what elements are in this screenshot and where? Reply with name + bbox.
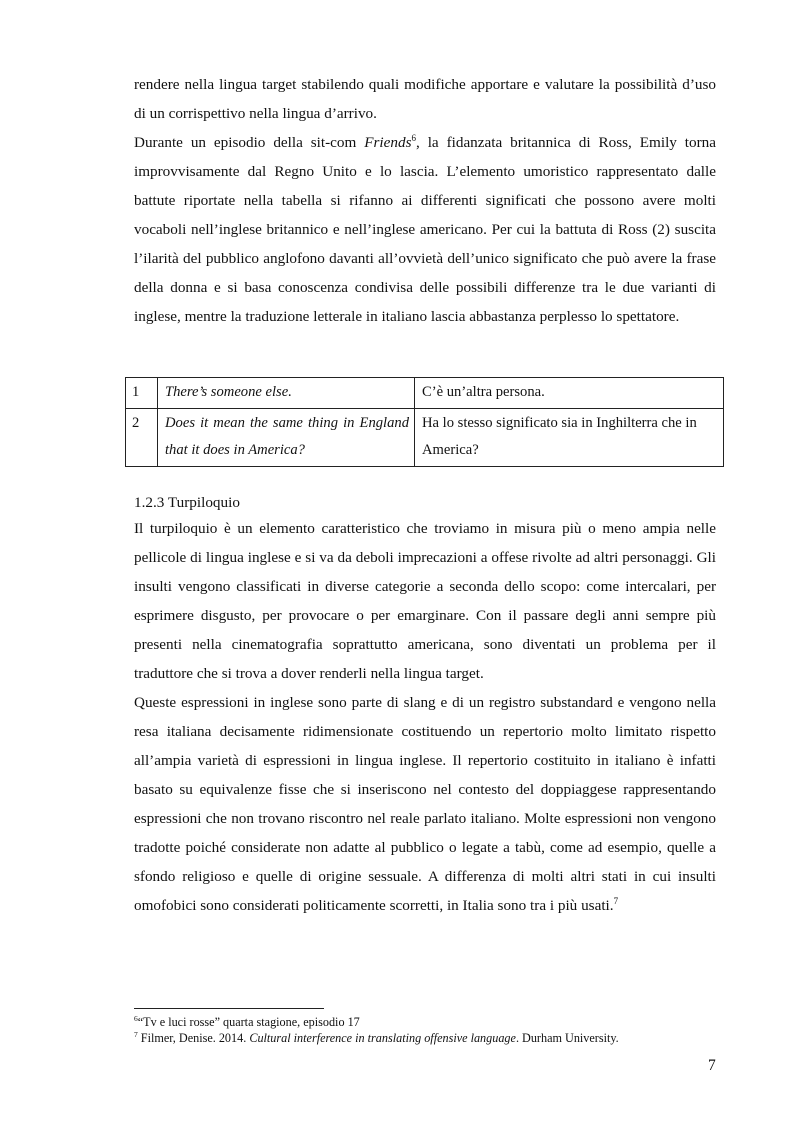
footnote-text-post: . Durham University. (515, 1031, 619, 1045)
table-cell-number: 2 (126, 409, 158, 467)
dialogue-table (125, 377, 724, 467)
table-cell-english (158, 409, 415, 467)
table-cell-english (158, 378, 415, 409)
english-line: There’s someone else. (165, 384, 292, 400)
table-cell-italian: Ha lo stesso significato sia in Inghilterra che in America? (415, 409, 724, 467)
paragraph-friends (134, 128, 716, 331)
footnote-ref-7: 7 (613, 895, 619, 906)
body-text-top (134, 70, 716, 331)
page-number: 7 (708, 1057, 716, 1074)
paragraph-friends-pre: Durante un episodio della sit-com (134, 134, 365, 151)
table-row (126, 409, 724, 467)
title-friends: Friends (364, 134, 412, 151)
footnote-number: 6 (134, 1013, 138, 1023)
footnote-divider (134, 1008, 324, 1009)
footnote-6 (134, 1015, 360, 1030)
table-cell-italian: C’è un’altra persona. (415, 378, 724, 409)
footnote-ref-6: 6 (411, 132, 416, 143)
paragraph-friends-post: , la fidanzata britannica di Ross, Emily torna improvvisamente dal Regno Unito e lo lascia. L’elemento umoristico rappresentato dalle battute riportate nella tabella si rifanno ai differenti significati che possono avere molti vocaboli nell’inglese britannico e nell’inglese americano. Per cui la battuta di Ross (2) suscita l’ilarità del pubblico anglofono davanti all’ovvietà dell’unico significato che può avere la frase della donna e si basa conoscenza condivisa delle possibili differenze tra le due varianti di inglese, mentre la traduzione letterale in italiano lascia abbastanza perplesso lo spettatore. (134, 134, 717, 325)
section-heading: 1.2.3 Turpiloquio (134, 494, 240, 511)
footnote-number: 7 (134, 1029, 138, 1039)
body-text-section (134, 514, 716, 920)
english-line: Does it mean the same thing in England that it does in America? (165, 415, 409, 458)
table-cell-number: 1 (126, 378, 158, 409)
footnote-text: “Tv e luci rosse” quarta stagione, episodio 17 (137, 1015, 360, 1029)
paragraph-turpiloquio-2-text: Queste espressioni in inglese sono parte di slang e di un registro substandard e vengono nella resa italiana decisamente ridimensionate costituendo un repertorio molto limitato rispetto all’ampia varietà di espressioni in lingua inglese. Il repertorio costituito in italiano è infatti basato su equivalenze fisse che si inseriscono nel contesto del doppiaggese rappresentando espressioni che non trovano riscontro nel reale parlato italiano. Molte espressioni non vengono tradotte poiché considerate non adatte al pubblico o legate a tabù, come ad esempio, quelle a sfondo religioso e quelle di origine sessuale. A differenza di molti altri stati in cui insulti omofobici sono considerati politicamente scorretti, in Italia sono tra i più usati. (134, 694, 716, 914)
footnote-title: Cultural interference in translating offensive language (249, 1031, 516, 1045)
table-row (126, 378, 724, 409)
footnote-7 (134, 1031, 619, 1046)
footnote-text-pre: Filmer, Denise. 2014. (140, 1031, 250, 1045)
paragraph-continued: rendere nella lingua target stabilendo quali modifiche apportare e valutare la possibilità d’uso di un corrispettivo nella lingua d’arrivo. (134, 76, 716, 122)
paragraph-turpiloquio-2 (134, 688, 716, 920)
paragraph-turpiloquio-1: Il turpiloquio è un elemento caratteristico che troviamo in misura più o meno ampia nelle pellicole di lingua inglese e si va da deboli imprecazioni a offese rivolte ad altri personaggi. Gli insulti vengono classificati in diverse categorie a seconda dello scopo: come intercalari, per esprimere disgusto, per provocare o per emarginare. Con il passare degli anni sempre più presenti nella cinematografia soprattutto americana, sono diventati un problema per il traduttore che si trova a dover renderli nella lingua target. (134, 520, 716, 682)
